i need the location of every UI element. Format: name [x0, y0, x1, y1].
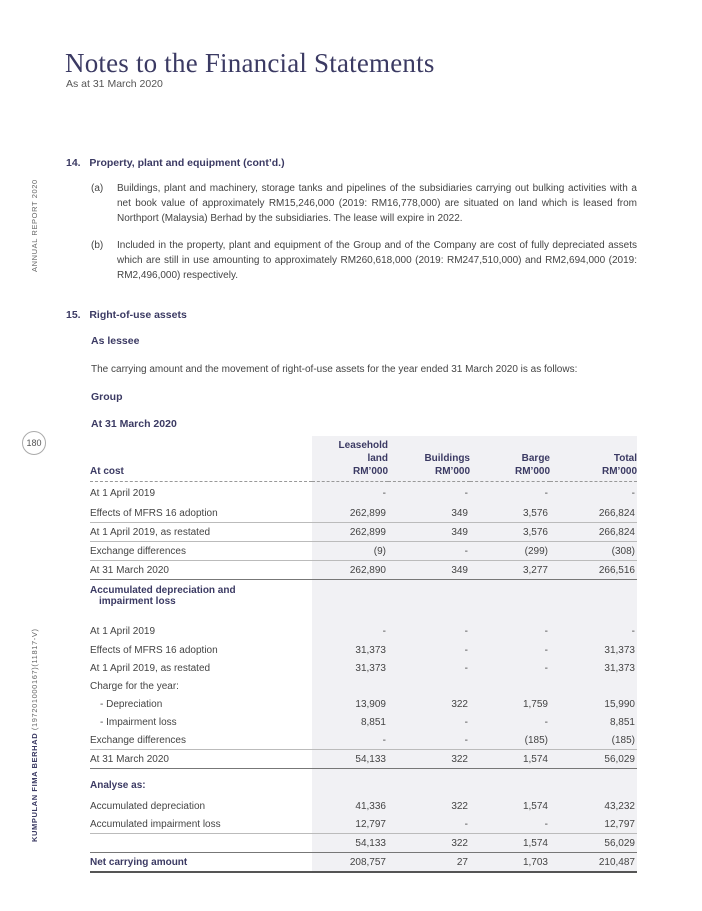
cell-value: [470, 677, 550, 695]
row-label: At 1 April 2019: [90, 487, 156, 499]
page-subtitle: As at 31 March 2020: [66, 78, 163, 90]
cell-value: -: [470, 815, 550, 834]
table-row: [90, 561, 637, 580]
cell-value: -: [550, 482, 637, 505]
cell-value: (308): [550, 542, 637, 561]
table-row: [90, 750, 637, 769]
row-label: At 1 April 2019, as restated: [90, 523, 312, 542]
cell-value: 1,574: [470, 750, 550, 769]
cell-value: 56,029: [550, 750, 637, 769]
column-header: Barge RM’000: [470, 436, 550, 482]
note14-a-marker: (a): [91, 183, 104, 194]
cell-value: 8,851: [312, 713, 388, 731]
cell-value: -: [312, 482, 388, 505]
note14-heading: 14. Property, plant and equipment (cont’d.): [66, 157, 285, 169]
table-row: [90, 641, 637, 659]
cell-value: 31,373: [550, 659, 637, 677]
row-label: [90, 834, 312, 853]
cell-value: -: [388, 482, 470, 505]
company-name: KUMPULAN FIMA BERHAD: [30, 732, 39, 842]
cell-value: [388, 769, 470, 798]
sidebar-annual-report: ANNUAL REPORT 2020: [30, 179, 39, 272]
cell-value: 1,574: [470, 797, 550, 815]
cell-value: 54,133: [312, 834, 388, 853]
right-of-use-assets-table: [90, 436, 637, 873]
cell-value: 43,232: [550, 797, 637, 815]
cell-value: [312, 769, 388, 798]
cell-value: 8,851: [550, 713, 637, 731]
cell-value: 12,797: [312, 815, 388, 834]
table-row: [90, 523, 637, 542]
cell-value: -: [470, 659, 550, 677]
table-row: [90, 621, 637, 641]
cell-value: -: [388, 621, 470, 641]
cell-value: 13,909: [312, 695, 388, 713]
table-row: [90, 659, 637, 677]
row-label: - Impairment loss: [100, 716, 177, 728]
note15-intro: The carrying amount and the movement of right-of-use assets for the year ended 31 March 2020 is as follows:: [91, 364, 578, 375]
table-header-row: [90, 436, 637, 482]
cell-value: -: [388, 731, 470, 750]
table-row: [90, 542, 637, 561]
cell-value: (185): [470, 731, 550, 750]
row-label: Net carrying amount: [90, 853, 312, 873]
page-title: Notes to the Financial Statements: [65, 48, 435, 78]
cell-value: 31,373: [312, 641, 388, 659]
cell-value: 322: [388, 695, 470, 713]
cell-value: [312, 580, 388, 622]
cell-value: [550, 769, 637, 798]
cell-value: -: [550, 621, 637, 641]
cell-value: 54,133: [312, 750, 388, 769]
row-label: Accumulated impairment loss: [90, 815, 312, 834]
table-row: [90, 713, 637, 731]
table-row: [90, 504, 637, 523]
table-row: [90, 769, 637, 798]
row-label: Exchange differences: [90, 731, 312, 750]
cell-value: 262,890: [312, 561, 388, 580]
cell-value: -: [470, 713, 550, 731]
row-label: At 31 March 2020: [90, 750, 312, 769]
row-label: Effects of MFRS 16 adoption: [90, 644, 218, 656]
cell-value: [470, 769, 550, 798]
cell-value: 262,899: [312, 523, 388, 542]
group-heading: Group: [91, 391, 123, 403]
cell-value: -: [312, 621, 388, 641]
cell-value: -: [388, 713, 470, 731]
cell-value: 322: [388, 797, 470, 815]
sidebar-company: [30, 628, 39, 842]
cell-value: 56,029: [550, 834, 637, 853]
cell-value: -: [470, 641, 550, 659]
cell-value: 262,899: [312, 504, 388, 523]
cell-value: 41,336: [312, 797, 388, 815]
row-label: At 1 April 2019, as restated: [90, 662, 211, 674]
row-label: Charge for the year:: [90, 680, 179, 692]
cell-value: 15,990: [550, 695, 637, 713]
cell-value: (185): [550, 731, 637, 750]
cell-value: -: [388, 641, 470, 659]
cell-value: -: [470, 482, 550, 505]
cell-value: 266,516: [550, 561, 637, 580]
page-number: 180: [22, 431, 46, 455]
cell-value: 12,797: [550, 815, 637, 834]
cell-value: [470, 580, 550, 622]
cell-value: 208,757: [312, 853, 388, 873]
cell-value: 3,576: [470, 523, 550, 542]
cell-value: [388, 677, 470, 695]
cell-value: 27: [388, 853, 470, 873]
cell-value: [550, 677, 637, 695]
row-label: Exchange differences: [90, 542, 312, 561]
table-row: [90, 580, 637, 622]
table-row: [90, 815, 637, 834]
table-row: [90, 482, 637, 505]
cell-value: 1,574: [470, 834, 550, 853]
cell-value: (9): [312, 542, 388, 561]
cell-value: 1,703: [470, 853, 550, 873]
column-header: Leasehold land RM’000: [312, 436, 388, 482]
cell-value: 322: [388, 750, 470, 769]
cell-value: [312, 677, 388, 695]
table-row: [90, 731, 637, 750]
cell-value: 349: [388, 504, 470, 523]
row-label: - Depreciation: [100, 698, 163, 710]
note14-b-text: Included in the property, plant and equipment of the Group and of the Company are cost of fully depreciated assets which are still in use amounting to approximately RM260,618,000 (2019: RM247,510,000) and RM2,694,000 (2019: RM2,496,000) respectively.: [117, 240, 637, 281]
cell-value: 349: [388, 561, 470, 580]
cell-value: -: [388, 542, 470, 561]
cell-value: 31,373: [312, 659, 388, 677]
row-label: At 1 April 2019: [90, 625, 156, 637]
cell-value: 322: [388, 834, 470, 853]
note15-heading: 15. Right-of-use assets: [66, 309, 187, 321]
table-row: [90, 853, 637, 873]
cell-value: 266,824: [550, 523, 637, 542]
cell-value: 31,373: [550, 641, 637, 659]
column-header-at-cost: At cost: [90, 436, 312, 482]
company-reg-no: (197201000167)(11817-V): [30, 628, 39, 731]
row-label: Effects of MFRS 16 adoption: [90, 504, 312, 523]
row-label: Accumulated depreciation and impairment loss: [90, 585, 236, 607]
cell-value: [550, 580, 637, 622]
column-header: Total RM’000: [550, 436, 637, 482]
cell-value: 3,576: [470, 504, 550, 523]
row-label: Analyse as:: [90, 779, 146, 791]
note14-a-text: Buildings, plant and machinery, storage tanks and pipelines of the subsidiaries carrying out bulking activities with a net book value of approximately RM15,246,000 (2019: RM16,778,000) are situated on land which is leased from Northport (Malaysia) Berhad by the subsidiaries. The lease will expire in 2022.: [117, 183, 637, 224]
cell-value: 349: [388, 523, 470, 542]
table-row: [90, 695, 637, 713]
lessee-heading: As lessee: [91, 335, 140, 347]
cell-value: (299): [470, 542, 550, 561]
cell-value: 1,759: [470, 695, 550, 713]
cell-value: -: [388, 659, 470, 677]
cell-value: [388, 580, 470, 622]
date-heading: At 31 March 2020: [91, 418, 177, 430]
column-header: Buildings RM’000: [388, 436, 470, 482]
table-row: [90, 797, 637, 815]
table-row: [90, 677, 637, 695]
cell-value: 266,824: [550, 504, 637, 523]
cell-value: 3,277: [470, 561, 550, 580]
row-label: Accumulated depreciation: [90, 800, 206, 812]
cell-value: 210,487: [550, 853, 637, 873]
note14-b-marker: (b): [91, 240, 104, 251]
row-label: At 31 March 2020: [90, 561, 312, 580]
cell-value: -: [312, 731, 388, 750]
cell-value: -: [388, 815, 470, 834]
cell-value: -: [470, 621, 550, 641]
table-row: [90, 834, 637, 853]
